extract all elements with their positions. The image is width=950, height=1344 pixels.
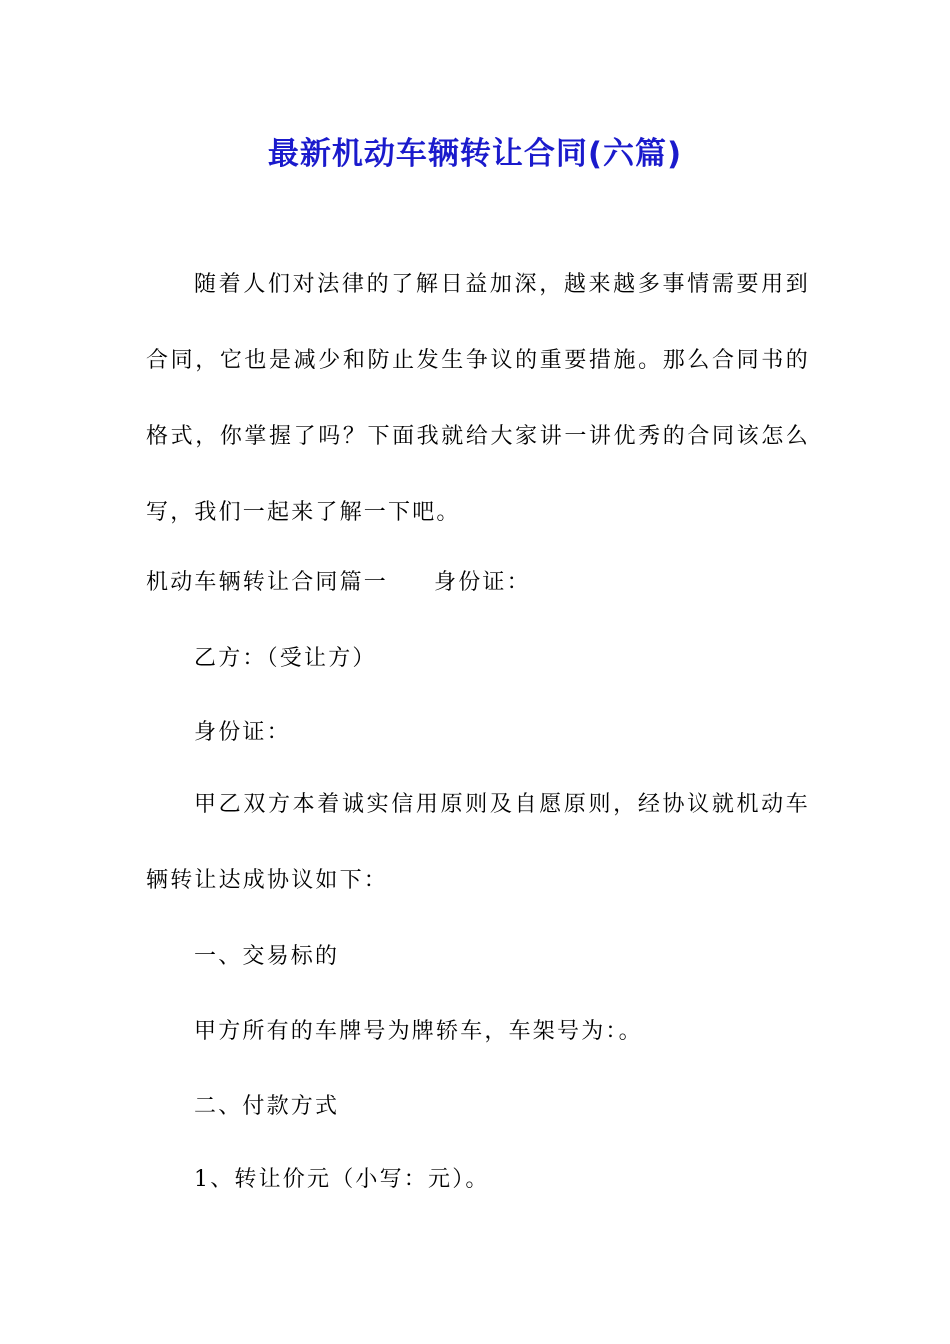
item1-heading: 一、交易标的 — [194, 944, 340, 969]
id-card-label-party-b: 身份证： — [194, 720, 291, 745]
section-heading: 机动车辆转让合同篇一 — [146, 570, 389, 595]
party-b-label: 乙方：（受让方） — [194, 646, 377, 671]
intro-paragraph: 随着人们对法律的了解日益加深，越来越多事情需要用到合同，它也是减少和防止发生争议的重要措施。那么合同书的格式，你掌握了吗？下面我就给大家讲一讲优秀的合同该怎么写，我们一起来了解一下吧。 — [146, 272, 810, 525]
item2-body: 1、转让价元（小写：元）。 — [194, 1167, 490, 1192]
document-title: 最新机动车辆转让合同(六篇) — [267, 136, 683, 172]
item2-heading: 二、付款方式 — [194, 1094, 340, 1119]
id-card-label-party-a: 身份证： — [434, 570, 531, 595]
item1-body: 甲方所有的车牌号为牌轿车，车架号为：。 — [194, 1019, 643, 1044]
section-heading-line — [146, 568, 531, 598]
agreement-paragraph: 甲乙双方本着诚实信用原则及自愿原则，经协议就机动车辆转让达成协议如下： — [146, 792, 810, 893]
